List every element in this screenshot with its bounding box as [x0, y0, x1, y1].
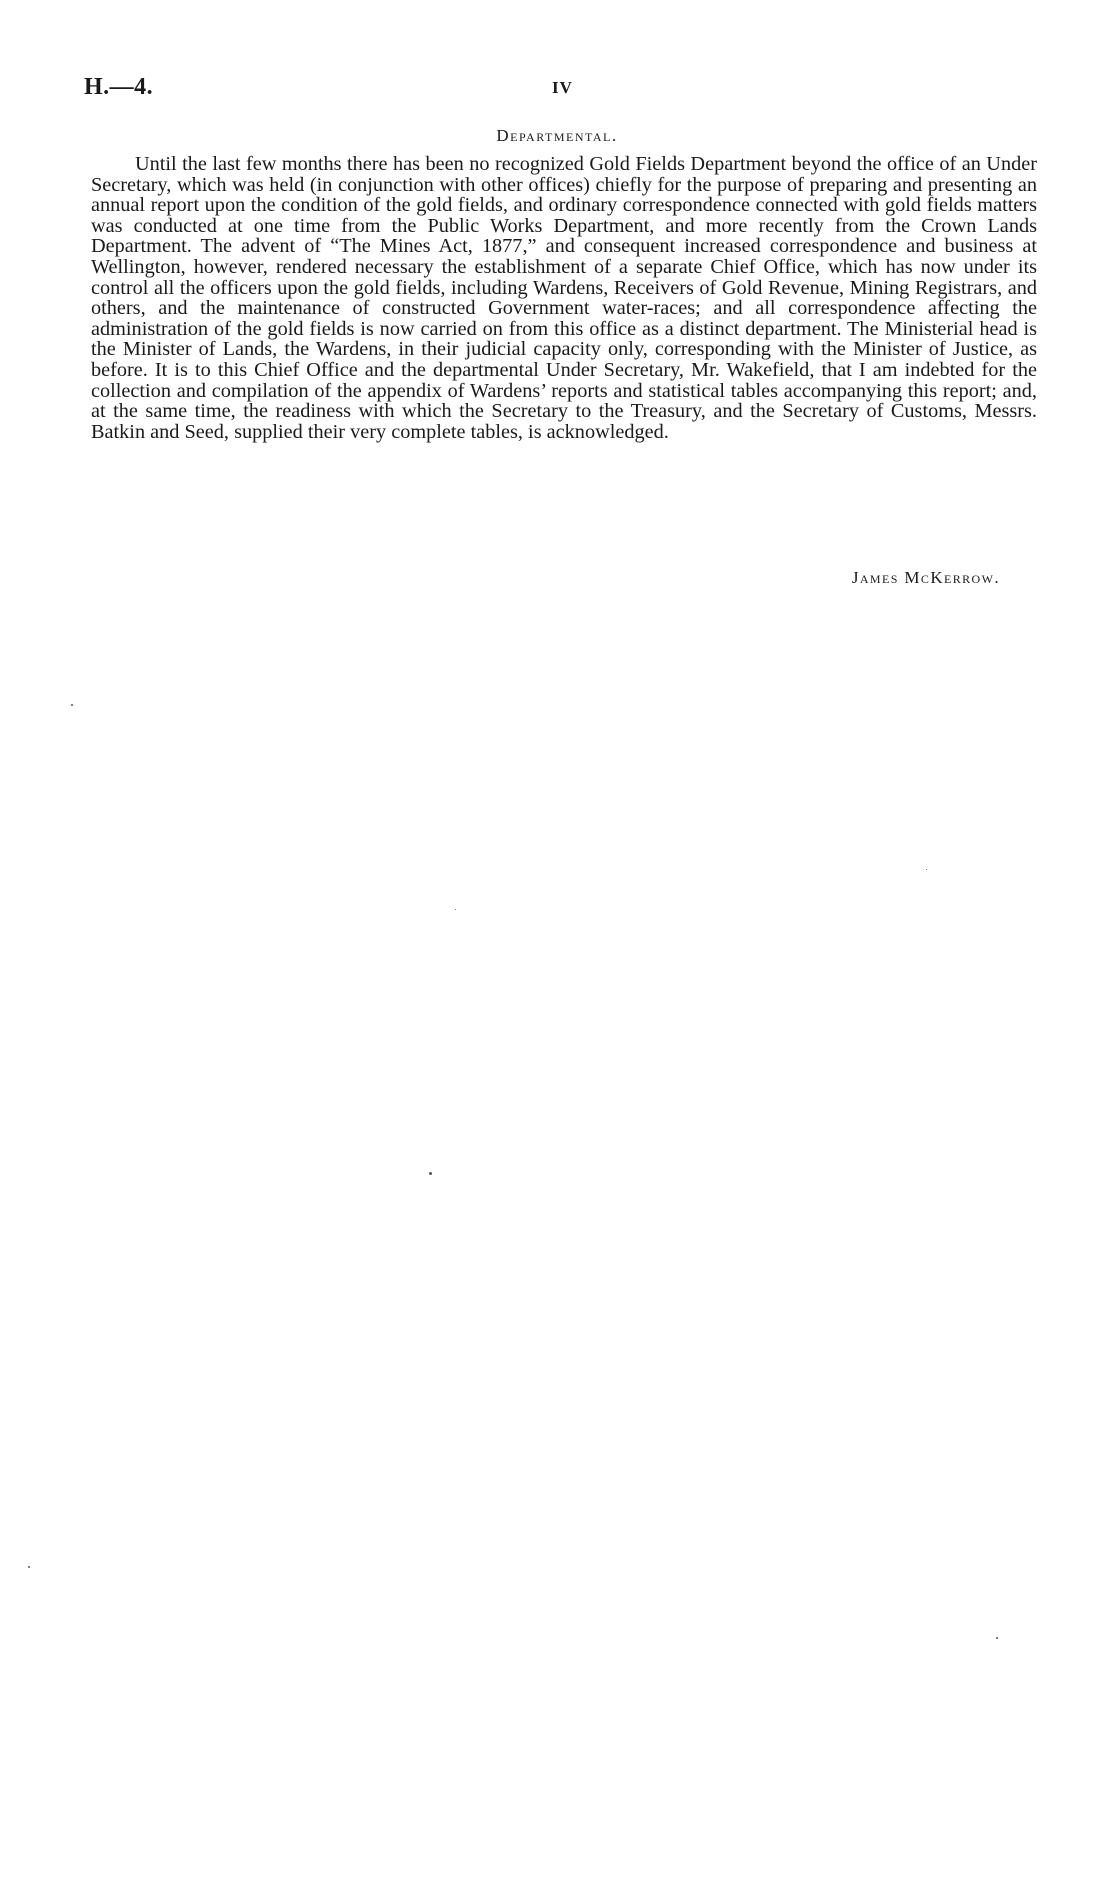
- scan-speck: [926, 869, 927, 870]
- document-reference: H.—4.: [84, 74, 154, 100]
- signature: James McKerrow.: [851, 568, 1000, 587]
- scan-speck: [455, 909, 456, 910]
- scan-speck: [429, 1172, 432, 1175]
- scan-speck: [28, 1566, 30, 1568]
- body-paragraph: Until the last few months there has been no recognized Gold Fields Department beyond the office of an Under Secretary, which was held (in conjunction with other offices) chiefly for the purpose of preparing and presenting an annual report upon the condition of the gold fields, and ordinary correspondence connected with gold fields matters was conducted at one time from the Public Works Department, and more recently from the Crown Lands Department. The advent of “The Mines Act, 1877,” and consequent increased correspondence and business at Wellington, however, rendered necessary the establishment of a separate Chief Office, which has now under its control all the officers upon the gold fields, including Wardens, Receivers of Gold Revenue, Mining Registrars, and others, and the maintenance of constructed Government water-races; and all correspondence affecting the administration of the gold fields is now carried on from this office as a distinct department. The Ministerial head is the Minister of Lands, the Wardens, in their judicial capacity only, corresponding with the Minister of Justice, as before. It is to this Chief Office and the departmental Under Secretary, Mr. Wakefield, that I am indebted for the collection and compilation of the appendix of Wardens’ reports and statistical tables accompanying this report; and, at the same time, the readiness with which the Secretary to the Treasury, and the Secretary of Customs, Messrs. Batkin and Seed, supplied their very complete tables, is acknowledged.: [91, 153, 1037, 443]
- scan-speck: [71, 704, 73, 706]
- section-heading: Departmental.: [496, 126, 618, 145]
- page-number: IV: [552, 78, 573, 97]
- scan-speck: [996, 1637, 998, 1639]
